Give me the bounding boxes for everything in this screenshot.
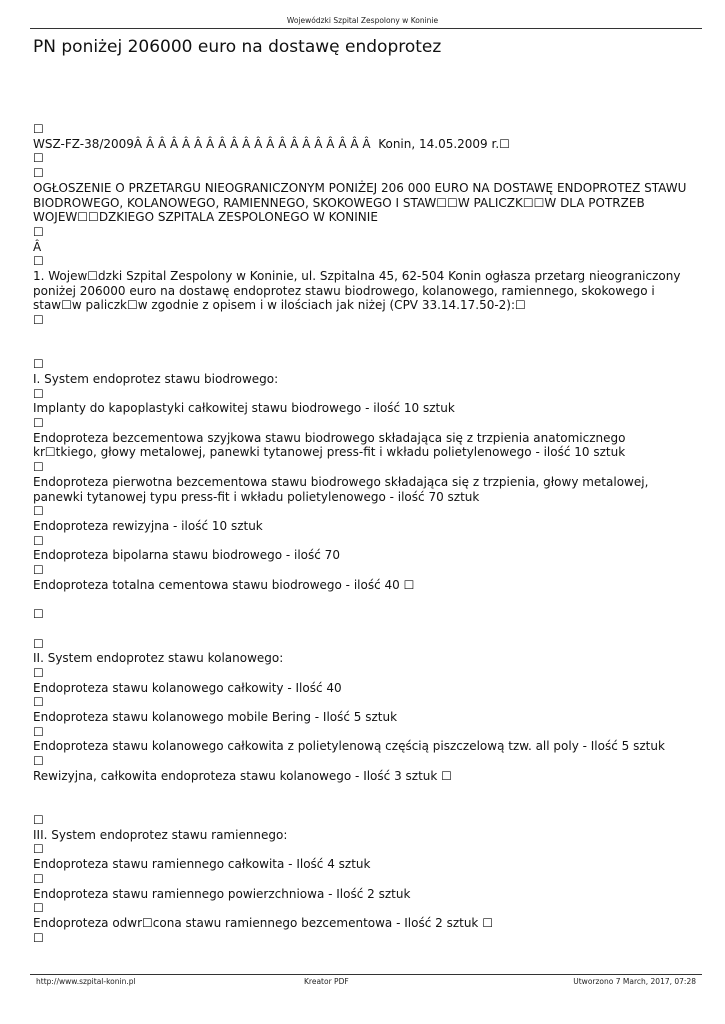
placeholder-box: ☐: [33, 386, 44, 401]
section-heading: II. System endoprotez stawu kolanowego:: [33, 651, 284, 666]
section-heading: III. System endoprotez stawu ramiennego:: [33, 827, 288, 842]
list-item: Endoproteza odwr☐cona stawu ramiennego bezcementowa - Ilość 2 sztuk ☐: [33, 915, 493, 930]
footer-divider: [30, 974, 702, 975]
list-item: Endoproteza bipolarna stawu biodrowego - ilość 70: [33, 548, 340, 563]
list-item: Endoproteza stawu kolanowego mobile Bering - Ilość 5 sztuk: [33, 710, 398, 725]
placeholder-box: ☐: [33, 416, 44, 431]
list-item: Endoproteza stawu ramiennego powierzchniowa - Ilość 2 sztuk: [33, 886, 411, 901]
placeholder-box: ☐: [33, 695, 44, 710]
placeholder-box: ☐: [33, 665, 44, 680]
footer-generator: Kreator PDF: [304, 977, 349, 986]
placeholder-box: ☐: [33, 460, 44, 475]
placeholder-box: ☐: [33, 151, 44, 166]
list-item: Endoproteza stawu kolanowego całkowita z polietylenową częścią piszczelową tzw. all poly - Ilość 5 sztuk: [33, 739, 665, 754]
placeholder-box: ☐: [33, 871, 44, 886]
placeholder-box: ☐: [33, 842, 44, 857]
section-heading: I. System endoprotez stawu biodrowego:: [33, 371, 279, 386]
list-item: Implanty do kapoplastyki całkowitej stawu biodrowego - ilość 10 sztuk: [33, 401, 455, 416]
placeholder-box: ☐: [33, 563, 44, 578]
placeholder-box: ☐: [33, 724, 44, 739]
list-item: Endoproteza bezcementowa szyjkowa stawu biodrowego składająca się z trzpienia anatomicznego kr☐tkiego, głowy metalowej, panewki tytanowej press-fit i wkładu polietylenowego - ilość 10 sztuk: [33, 430, 630, 460]
document-body: [33, 122, 693, 945]
placeholder-box: ☐: [33, 930, 44, 945]
placeholder-box: ☐: [33, 901, 44, 916]
list-item: Rewizyjna, całkowita endoproteza stawu kolanowego - Ilość 3 sztuk ☐: [33, 768, 452, 783]
list-item: Endoproteza rewizyjna - ilość 10 sztuk: [33, 518, 263, 533]
intro-paragraph: 1. Wojew☐dzki Szpital Zespolony w Koninie, ul. Szpitalna 45, 62-504 Konin ogłasza przetarg nieograniczony poniżej 206000 euro na dostawę endoprotez stawu biodrowego, kolanowego, ramiennego, skokowego i staw☐w paliczk☐w zgodnie z opisem i w ilościach jak niżej (CPV 33.14.17.50-2):☐: [33, 269, 685, 313]
placeholder-box: ☐: [33, 224, 44, 239]
placeholder-box: ☐: [33, 812, 44, 827]
placeholder-box: ☐: [33, 504, 44, 519]
footer-url: http://www.szpital-konin.pl: [36, 977, 136, 986]
placeholder-box: ☐: [33, 636, 44, 651]
placeholder-box: ☐: [33, 607, 44, 622]
list-item: Endoproteza totalna cementowa stawu biodrowego - ilość 40 ☐: [33, 577, 415, 592]
placeholder-box: ☐: [33, 533, 44, 548]
placeholder-box: ☐: [33, 122, 44, 136]
placeholder-box: ☐: [33, 754, 44, 769]
footer-created: Utworzono 7 March, 2017, 07:28: [573, 977, 696, 986]
placeholder-box: ☐: [33, 254, 44, 269]
page-title: PN poniżej 206000 euro na dostawę endoprotez: [33, 37, 442, 57]
stray-glyph: Â: [33, 239, 42, 254]
notice-heading: OGŁOSZENIE O PRZETARGU NIEOGRANICZONYM PONIŻEJ 206 000 EURO NA DOSTAWĘ ENDOPROTEZ STAWU BIODROWEGO, KOLANOWEGO, RAMIENNEGO, SKOKOWEGO I STAW☐☐W PALICZK☐☐W DLA POTRZEB WOJEW☐☐DZKIEGO SZPITALA ZESPOLONEGO W KONINIE: [33, 180, 691, 225]
page-header: Wojewódzki Szpital Zespolony w Koninie: [286, 16, 439, 25]
list-item: Endoproteza stawu ramiennego całkowita - Ilość 4 sztuk: [33, 857, 371, 872]
list-item: Endoproteza pierwotna bezcementowa stawu biodrowego składająca się z trzpienia, głowy metalowej, panewki tytanowej typu press-fit i wkładu polietylenowego - ilość 70 sztuk: [33, 474, 653, 504]
placeholder-box: ☐: [33, 313, 44, 328]
reference-line: WSZ-FZ-38/2009Â Â Â Â Â Â Â Â Â Â Â Â Â Â Â Â Â Â Â Â Konin, 14.05.2009 r.☐: [33, 136, 510, 151]
header-divider: [30, 28, 702, 29]
placeholder-box: ☐: [33, 166, 44, 181]
placeholder-box: ☐: [33, 357, 44, 372]
list-item: Endoproteza stawu kolanowego całkowity - Ilość 40: [33, 680, 342, 695]
